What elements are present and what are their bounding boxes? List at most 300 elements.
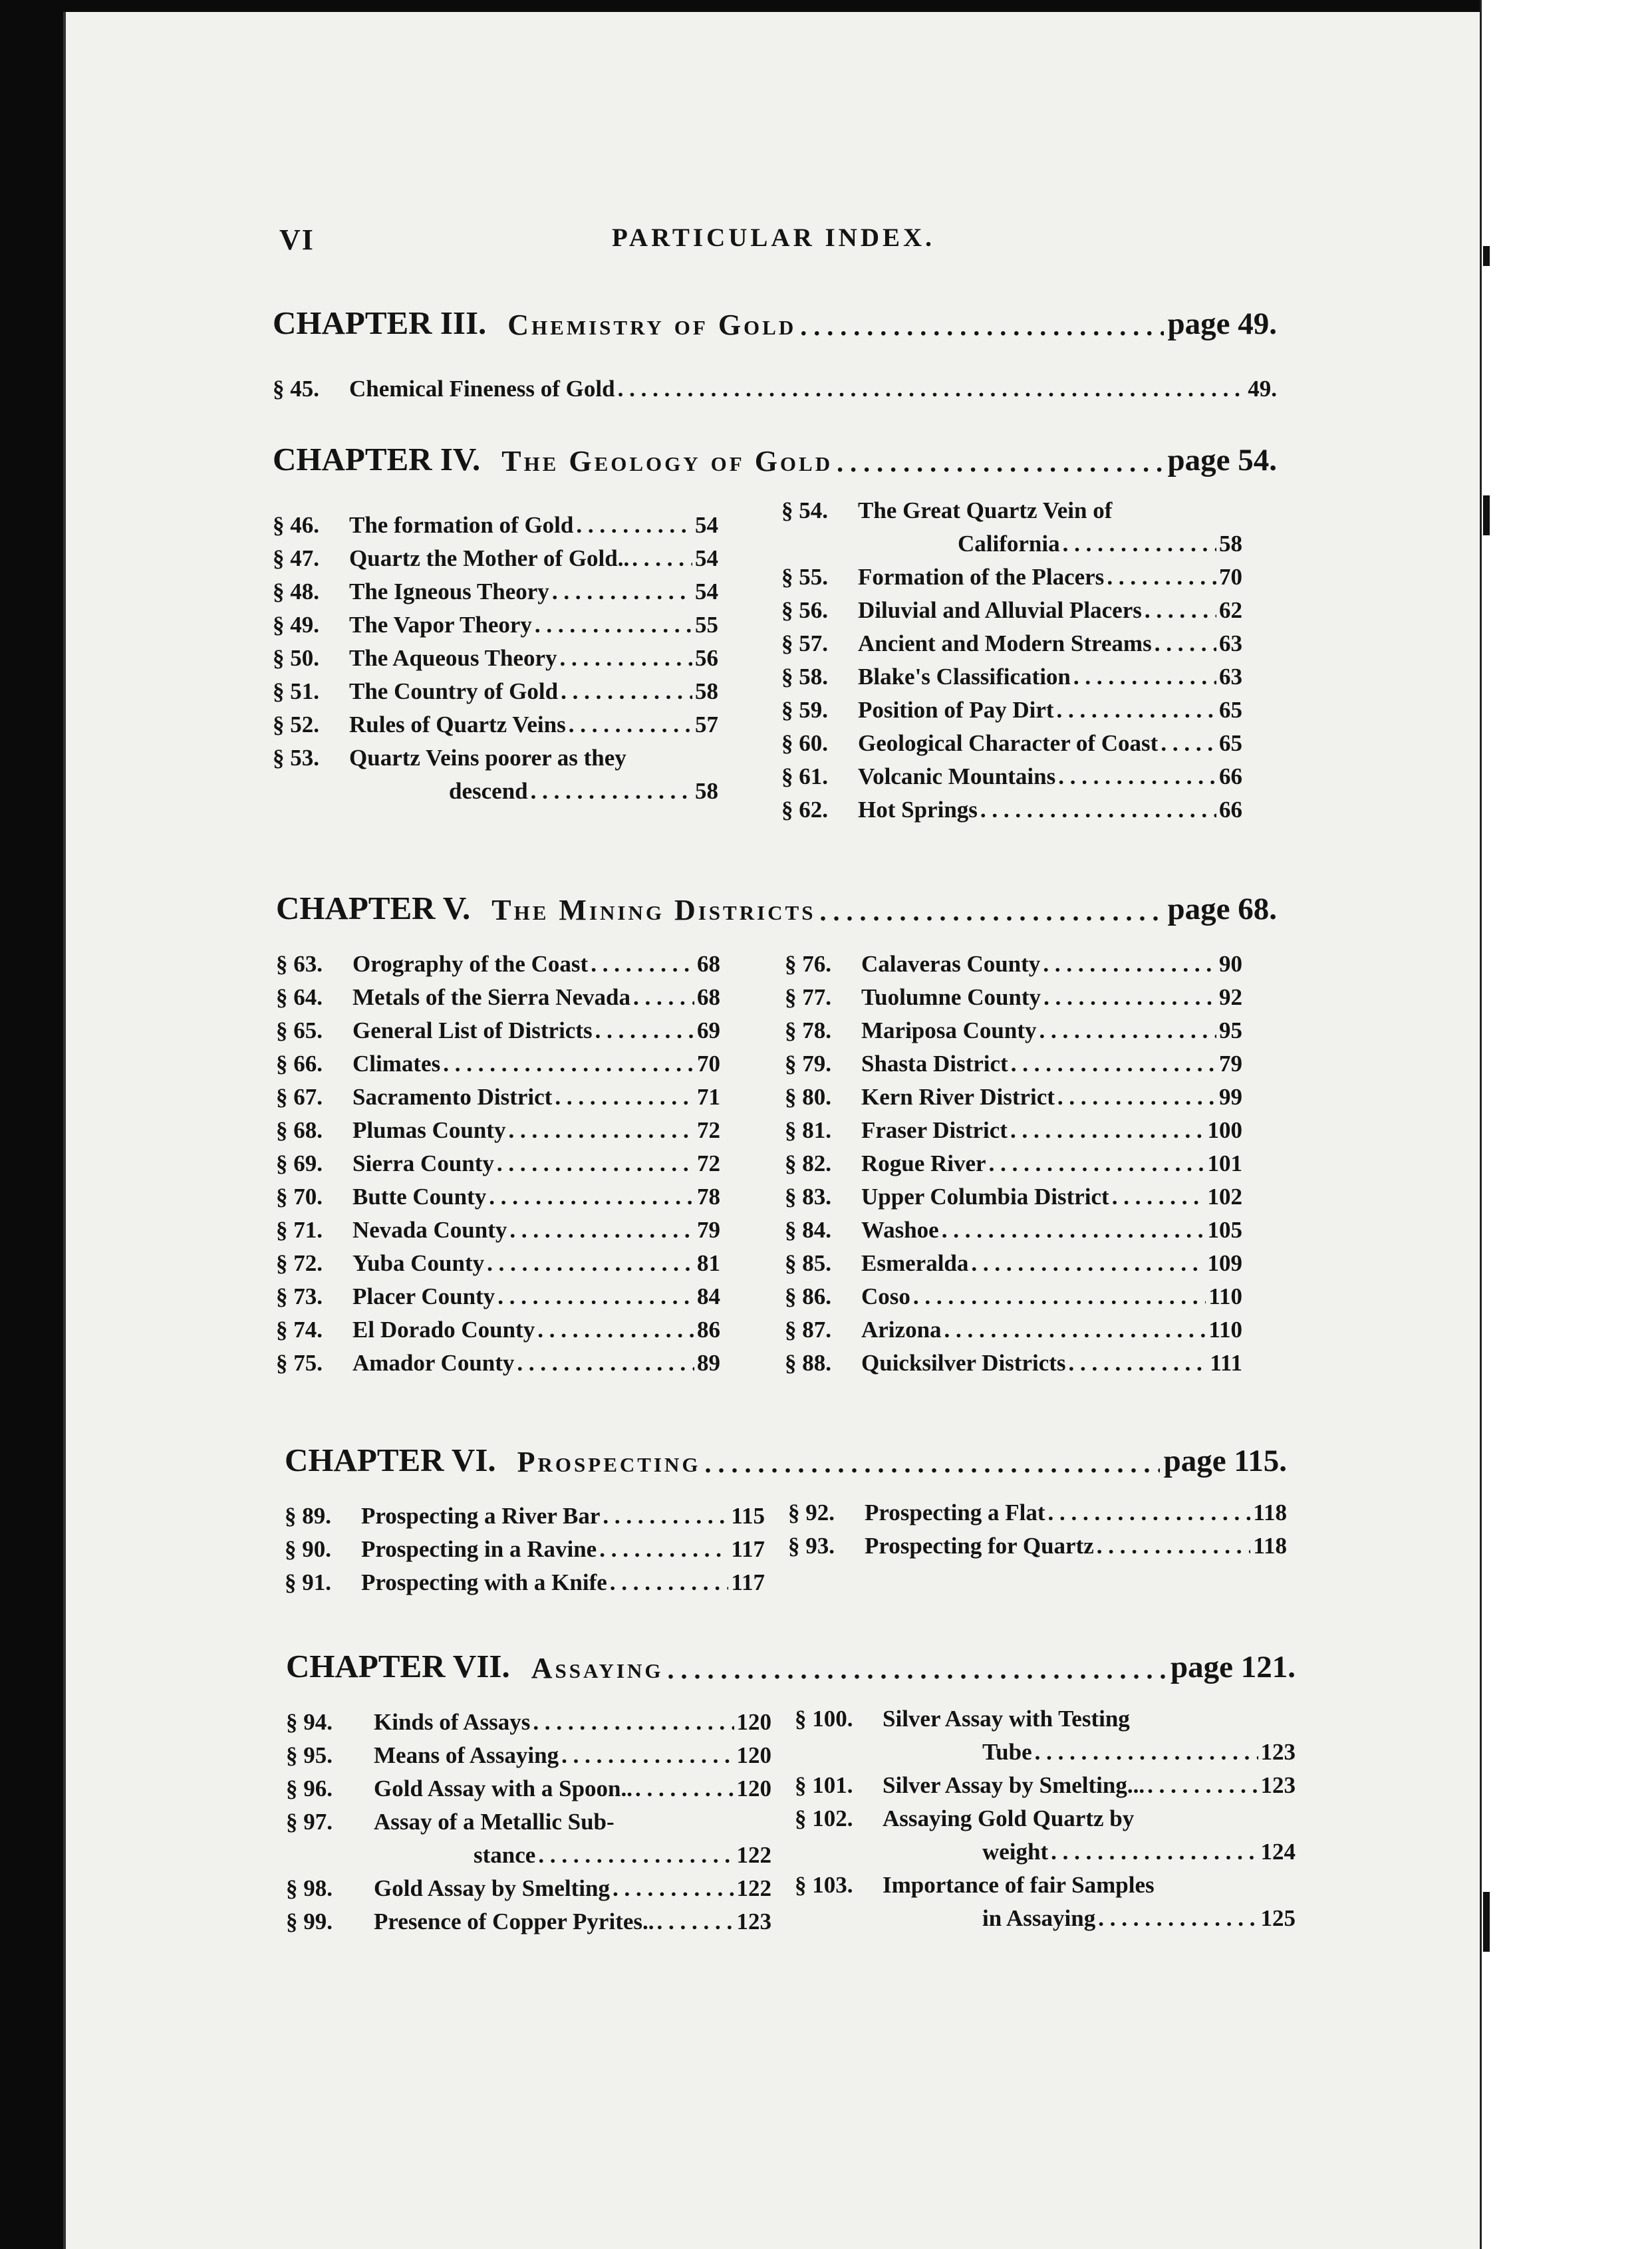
page-edge-mark (1483, 1892, 1490, 1952)
index-entry (785, 1011, 1242, 1044)
left-column (285, 1496, 765, 1596)
index-entry (286, 1869, 771, 1902)
section-number: § 57. (781, 630, 828, 656)
section-number: § 80. (785, 1084, 831, 1110)
chapter-title: The Mining Districts (491, 894, 816, 926)
entry-title: Prospecting a Flat (865, 1500, 1045, 1525)
index-entry (273, 369, 1277, 402)
section-number: § 60. (781, 730, 828, 756)
section-number: § 91. (285, 1569, 331, 1595)
index-entry (276, 1144, 720, 1177)
section-number: § 69. (276, 1150, 323, 1176)
section-number: § 64. (276, 984, 323, 1010)
entry-page: 86 (697, 1317, 720, 1343)
section-number: § 82. (785, 1150, 831, 1176)
index-entry (286, 1802, 771, 1835)
section-number: § 72. (276, 1250, 323, 1276)
dot-leader (1051, 1839, 1258, 1865)
index-entry (785, 1343, 1242, 1377)
dot-leader (633, 984, 694, 1011)
index-entry (276, 1011, 720, 1044)
section-number: § 83. (785, 1184, 831, 1210)
dot-leader (1057, 1084, 1216, 1111)
entry-title: Coso (861, 1283, 910, 1309)
entry-title: Silver Assay with Testing (883, 1706, 1130, 1732)
entry-page: 124 (1260, 1839, 1296, 1865)
section-number: § 98. (286, 1875, 333, 1901)
scan-border-top (0, 0, 1652, 12)
section-number: § 46. (273, 512, 319, 538)
entry-title: Prospecting for Quartz (865, 1533, 1094, 1559)
entry-title: Assaying Gold Quartz by (883, 1805, 1135, 1831)
index-entry (785, 1144, 1242, 1177)
entry-title: The Country of Gold (349, 678, 559, 704)
entry-title: Mariposa County (861, 1017, 1037, 1043)
chapter-page: page 49. (1167, 307, 1277, 341)
entry-title: Orography of the Coast (352, 951, 589, 977)
index-entry (781, 790, 1242, 823)
section-number: § 65. (276, 1017, 323, 1043)
entry-page: 110 (1208, 1317, 1242, 1343)
section-number: § 59. (781, 697, 828, 723)
entry-title: descend (449, 778, 528, 804)
entry-page: 89 (697, 1350, 720, 1376)
dot-leader (533, 1709, 734, 1736)
dot-leader (509, 1217, 694, 1244)
entry-title: Prospecting a River Bar (361, 1503, 601, 1529)
entry-page: 90 (1219, 951, 1242, 977)
index-entry (276, 1343, 720, 1377)
section-number: § 90. (285, 1536, 331, 1562)
index-entry-continued (286, 1835, 771, 1869)
entry-page: 120 (736, 1709, 771, 1735)
section-number: § 56. (781, 597, 828, 623)
dot-leader (1039, 1017, 1217, 1044)
index-entry (785, 1044, 1242, 1077)
entry-page: 66 (1219, 763, 1242, 789)
section-number: § 66. (276, 1051, 323, 1077)
dot-leader (819, 896, 1163, 927)
index-entry (273, 505, 718, 539)
index-entry (785, 1111, 1242, 1144)
index-entry (276, 1044, 720, 1077)
dot-leader (1057, 697, 1216, 724)
section-number: § 96. (286, 1776, 333, 1801)
entry-page: 122 (736, 1875, 771, 1901)
entry-title: Shasta District (861, 1051, 1008, 1077)
section-number: § 100. (795, 1706, 853, 1732)
chapter-heading (276, 884, 1277, 927)
index-entry (276, 978, 720, 1011)
entry-page: 117 (731, 1536, 765, 1562)
dot-leader (569, 712, 692, 738)
entry-title: California (958, 531, 1060, 557)
index-entry (788, 1526, 1287, 1559)
dot-leader (1048, 1500, 1251, 1526)
dot-leader (837, 447, 1163, 478)
section-number: § 88. (785, 1350, 831, 1376)
dot-leader (576, 512, 692, 539)
entry-title: Kinds of Assays (374, 1709, 531, 1735)
dot-leader (531, 778, 692, 805)
dot-leader (1043, 951, 1216, 978)
dot-leader (1010, 1117, 1205, 1144)
dot-leader (497, 1150, 694, 1177)
entry-title: The Great Quartz Vein of (858, 497, 1113, 523)
entry-title: in Assaying (982, 1905, 1096, 1931)
entry-title: El Dorado County (352, 1317, 535, 1343)
section-number: § 70. (276, 1184, 323, 1210)
entry-page: 79 (1219, 1051, 1242, 1077)
index-entry (285, 1529, 765, 1563)
entry-title: Yuba County (352, 1250, 485, 1276)
chapter-page: page 54. (1167, 443, 1277, 477)
entry-title: Amador County (352, 1350, 515, 1376)
chapter-label: CHAPTER III. (273, 305, 487, 341)
dot-leader (599, 1536, 728, 1563)
dot-leader (1035, 1739, 1258, 1766)
dot-leader (443, 1051, 694, 1077)
entry-title: Ancient and Modern Streams (858, 630, 1152, 656)
section-number: § 73. (276, 1283, 323, 1309)
index-entry (785, 1177, 1242, 1210)
entry-title: Quicksilver Districts (861, 1350, 1066, 1376)
section-number: § 62. (781, 797, 828, 823)
dot-leader (552, 579, 692, 605)
entry-title: Means of Assaying (374, 1742, 559, 1768)
section-number: § 84. (785, 1217, 831, 1243)
chapter-label: CHAPTER V. (276, 890, 471, 926)
dot-leader (1058, 763, 1216, 790)
entry-page: 105 (1207, 1217, 1242, 1243)
section-number: § 48. (273, 579, 319, 604)
dot-leader (942, 1217, 1205, 1244)
dot-leader (913, 1283, 1206, 1310)
chapter-page: page 115. (1163, 1444, 1287, 1478)
chapter-title: Assaying (531, 1652, 664, 1684)
dot-leader (800, 311, 1163, 342)
entry-title: Sacramento District (352, 1084, 553, 1110)
section-number: § 92. (788, 1500, 835, 1525)
entry-page: 56 (695, 645, 718, 671)
index-entry (785, 1244, 1242, 1277)
dot-leader (1155, 630, 1216, 657)
right-column (785, 944, 1242, 1377)
dot-leader (561, 1742, 734, 1769)
dot-leader (613, 1875, 734, 1902)
entry-title: Volcanic Mountains (858, 763, 1056, 789)
section-number: § 52. (273, 712, 319, 737)
dot-leader (595, 1017, 694, 1044)
entry-title: Chemical Fineness of Gold (349, 376, 615, 402)
section-number: § 81. (785, 1117, 831, 1143)
entry-title: Washoe (861, 1217, 939, 1243)
dot-leader (517, 1350, 694, 1377)
section-number: § 78. (785, 1017, 831, 1043)
index-entry (795, 1799, 1296, 1832)
section-number: § 74. (276, 1317, 323, 1343)
dot-leader (1147, 1772, 1258, 1799)
dot-leader (657, 1909, 734, 1935)
entry-page: 92 (1219, 984, 1242, 1010)
dot-leader (971, 1250, 1204, 1277)
index-entry (781, 724, 1242, 757)
entry-title: Gold Assay by Smelting (374, 1875, 610, 1901)
entry-page: 54 (695, 545, 718, 571)
entry-page: 101 (1207, 1150, 1242, 1176)
entry-title: The Igneous Theory (349, 579, 549, 604)
index-entry (788, 1493, 1287, 1526)
entry-page: 100 (1207, 1117, 1242, 1143)
index-entry (785, 1077, 1242, 1111)
index-entry (285, 1496, 765, 1529)
left-column (276, 944, 720, 1377)
index-entry (285, 1563, 765, 1596)
entry-page: 54 (695, 512, 718, 538)
entry-page: 58 (1219, 531, 1242, 557)
running-head (0, 223, 1652, 269)
chapter-label: CHAPTER VI. (285, 1442, 496, 1478)
index-entry (286, 1702, 771, 1736)
dot-leader (618, 376, 1246, 402)
entry-title: Prospecting with a Knife (361, 1569, 607, 1595)
index-entry (781, 557, 1242, 591)
dot-leader (1069, 1350, 1208, 1377)
index-entry (273, 539, 718, 572)
entry-title: Gold Assay with a Spoon.. (374, 1776, 633, 1801)
index-entry (273, 738, 718, 771)
entry-title: Plumas County (352, 1117, 506, 1143)
dot-leader (667, 1654, 1167, 1685)
index-entry (276, 1210, 720, 1244)
index-entry (286, 1902, 771, 1935)
entry-title: The formation of Gold (349, 512, 574, 538)
dot-leader (1107, 564, 1216, 591)
chapter-title: Chemistry of Gold (507, 309, 797, 341)
index-entry-continued (273, 771, 718, 805)
dot-leader (561, 678, 692, 705)
dot-leader (1073, 664, 1216, 690)
entry-title: Kern River District (861, 1084, 1055, 1110)
entry-title: Diluvial and Alluvial Placers (858, 597, 1142, 623)
dot-leader (1161, 730, 1216, 757)
chapter-page: page 121. (1170, 1650, 1296, 1684)
chapter-heading (273, 299, 1277, 342)
entry-page: 70 (697, 1051, 720, 1077)
index-entry-continued (795, 1732, 1296, 1766)
index-entry-continued (795, 1832, 1296, 1865)
section-number: § 51. (273, 678, 319, 704)
index-entry (276, 1177, 720, 1210)
section-number: § 87. (785, 1317, 831, 1343)
entry-page: 120 (736, 1776, 771, 1801)
section-number: § 103. (795, 1872, 853, 1898)
section-number: § 55. (781, 564, 828, 590)
index-entry (273, 572, 718, 605)
section-number: § 75. (276, 1350, 323, 1376)
entry-page: 123 (1260, 1772, 1296, 1798)
section-number: § 79. (785, 1051, 831, 1077)
dot-leader (1098, 1905, 1258, 1932)
chapter-title: Prospecting (517, 1446, 701, 1478)
entry-page: 70 (1219, 564, 1242, 590)
entry-page: 54 (695, 579, 718, 604)
dot-leader (1112, 1184, 1205, 1210)
dot-leader (635, 1776, 734, 1802)
index-entry (276, 1277, 720, 1310)
entry-title: Assay of a Metallic Sub- (374, 1809, 615, 1835)
index-entry (273, 638, 718, 672)
index-entry (273, 705, 718, 738)
dot-leader (1043, 984, 1216, 1011)
entry-title: Nevada County (352, 1217, 507, 1243)
section-number: § 95. (286, 1742, 333, 1768)
entry-page: 58 (695, 678, 718, 704)
dot-leader (989, 1150, 1205, 1177)
entry-page: 62 (1219, 597, 1242, 623)
dot-leader (489, 1184, 694, 1210)
entry-title: Esmeralda (861, 1250, 969, 1276)
dot-leader (497, 1283, 694, 1310)
dot-leader (591, 951, 694, 978)
section-number: § 63. (276, 951, 323, 977)
index-entry (785, 1277, 1242, 1310)
index-entry (286, 1736, 771, 1769)
section-number: § 68. (276, 1117, 323, 1143)
dot-leader (610, 1569, 729, 1596)
section-number: § 53. (273, 745, 319, 771)
section-number: § 45. (273, 376, 319, 402)
chapter-heading (285, 1436, 1287, 1479)
entry-title: Presence of Copper Pyrites.. (374, 1909, 654, 1934)
dot-leader (632, 545, 692, 572)
chapter-heading (273, 436, 1277, 478)
entry-title: weight (982, 1839, 1049, 1865)
entry-title: The Aqueous Theory (349, 645, 557, 671)
section-number: § 61. (781, 763, 828, 789)
entry-page: 78 (697, 1184, 720, 1210)
entry-page: 102 (1207, 1184, 1242, 1210)
entry-page: 71 (697, 1084, 720, 1110)
entry-title: Climates (352, 1051, 441, 1077)
index-entry (795, 1699, 1296, 1732)
index-entry (276, 1244, 720, 1277)
dot-leader (980, 797, 1216, 823)
entry-page: 109 (1207, 1250, 1242, 1276)
dot-leader (487, 1250, 694, 1277)
entry-page: 49. (1248, 376, 1277, 402)
index-entry-continued (795, 1899, 1296, 1932)
section-number: § 86. (785, 1283, 831, 1309)
entry-title: Upper Columbia District (861, 1184, 1109, 1210)
entry-page: 118 (1253, 1500, 1287, 1525)
index-entry (781, 690, 1242, 724)
entry-title: Metals of the Sierra Nevada (352, 984, 630, 1010)
entry-page: 63 (1219, 664, 1242, 690)
chapter-heading (286, 1643, 1296, 1685)
entry-page: 69 (697, 1017, 720, 1043)
dot-leader (1063, 531, 1216, 557)
entry-page: 123 (1260, 1739, 1296, 1765)
index-entry (785, 1310, 1242, 1343)
dot-leader (538, 1842, 734, 1869)
dot-leader (537, 1317, 694, 1343)
chapter-page: page 68. (1167, 892, 1277, 926)
section-number: § 76. (785, 951, 831, 977)
entry-title: Prospecting in a Ravine (361, 1536, 597, 1562)
section-number: § 58. (781, 664, 828, 690)
section-number: § 47. (273, 545, 319, 571)
entry-title: Rogue River (861, 1150, 986, 1176)
section-number: § 93. (788, 1533, 835, 1559)
entry-page: 63 (1219, 630, 1242, 656)
section-number: § 67. (276, 1084, 323, 1110)
entry-page: 65 (1219, 697, 1242, 723)
dot-leader (1011, 1051, 1216, 1077)
page-edge-mark (1483, 495, 1490, 535)
entry-page: 72 (697, 1150, 720, 1176)
index-entry (795, 1766, 1296, 1799)
entry-title: Arizona (861, 1317, 942, 1343)
entry-page: 68 (697, 951, 720, 977)
index-entry (781, 757, 1242, 790)
entry-page: 68 (697, 984, 720, 1010)
section-number: § 50. (273, 645, 319, 671)
entry-page: 72 (697, 1117, 720, 1143)
dot-leader (1097, 1533, 1251, 1559)
entry-page: 110 (1208, 1283, 1242, 1309)
entry-page: 120 (736, 1742, 771, 1768)
entry-title: Position of Pay Dirt (858, 697, 1054, 723)
scan-border-left (0, 0, 63, 2249)
section-number: § 99. (286, 1909, 333, 1934)
left-column (273, 369, 1277, 402)
entry-title: Butte County (352, 1184, 487, 1210)
entry-title: Calaveras County (861, 951, 1041, 977)
index-entry (785, 1210, 1242, 1244)
entry-page: 123 (736, 1909, 771, 1934)
entry-title: Quartz Veins poorer as they (349, 745, 626, 771)
entry-title: Hot Springs (858, 797, 978, 823)
section-number: § 101. (795, 1772, 853, 1798)
page-folio: VI (279, 223, 315, 256)
entry-page: 58 (695, 778, 718, 804)
section-number: § 97. (286, 1809, 333, 1835)
entry-page: 57 (695, 712, 718, 737)
entry-page: 79 (697, 1217, 720, 1243)
index-entry (273, 605, 718, 638)
index-entry (785, 978, 1242, 1011)
index-entry (781, 624, 1242, 657)
entry-title: Blake's Classification (858, 664, 1071, 690)
left-column (273, 505, 718, 805)
entry-title: Sierra County (352, 1150, 494, 1176)
entry-title: The Vapor Theory (349, 612, 532, 638)
dot-leader (555, 1084, 694, 1111)
dot-leader (705, 1448, 1160, 1479)
index-entry (781, 491, 1242, 524)
section-number: § 49. (273, 612, 319, 638)
entry-title: Formation of the Placers (858, 564, 1105, 590)
chapter-title: The Geology of Gold (501, 445, 833, 477)
entry-page: 117 (731, 1569, 765, 1595)
entry-page: 95 (1219, 1017, 1242, 1043)
entry-page: 84 (697, 1283, 720, 1309)
section-number: § 77. (785, 984, 831, 1010)
entry-title: stance (474, 1842, 536, 1868)
section-number: § 94. (286, 1709, 333, 1735)
right-column (788, 1493, 1287, 1559)
